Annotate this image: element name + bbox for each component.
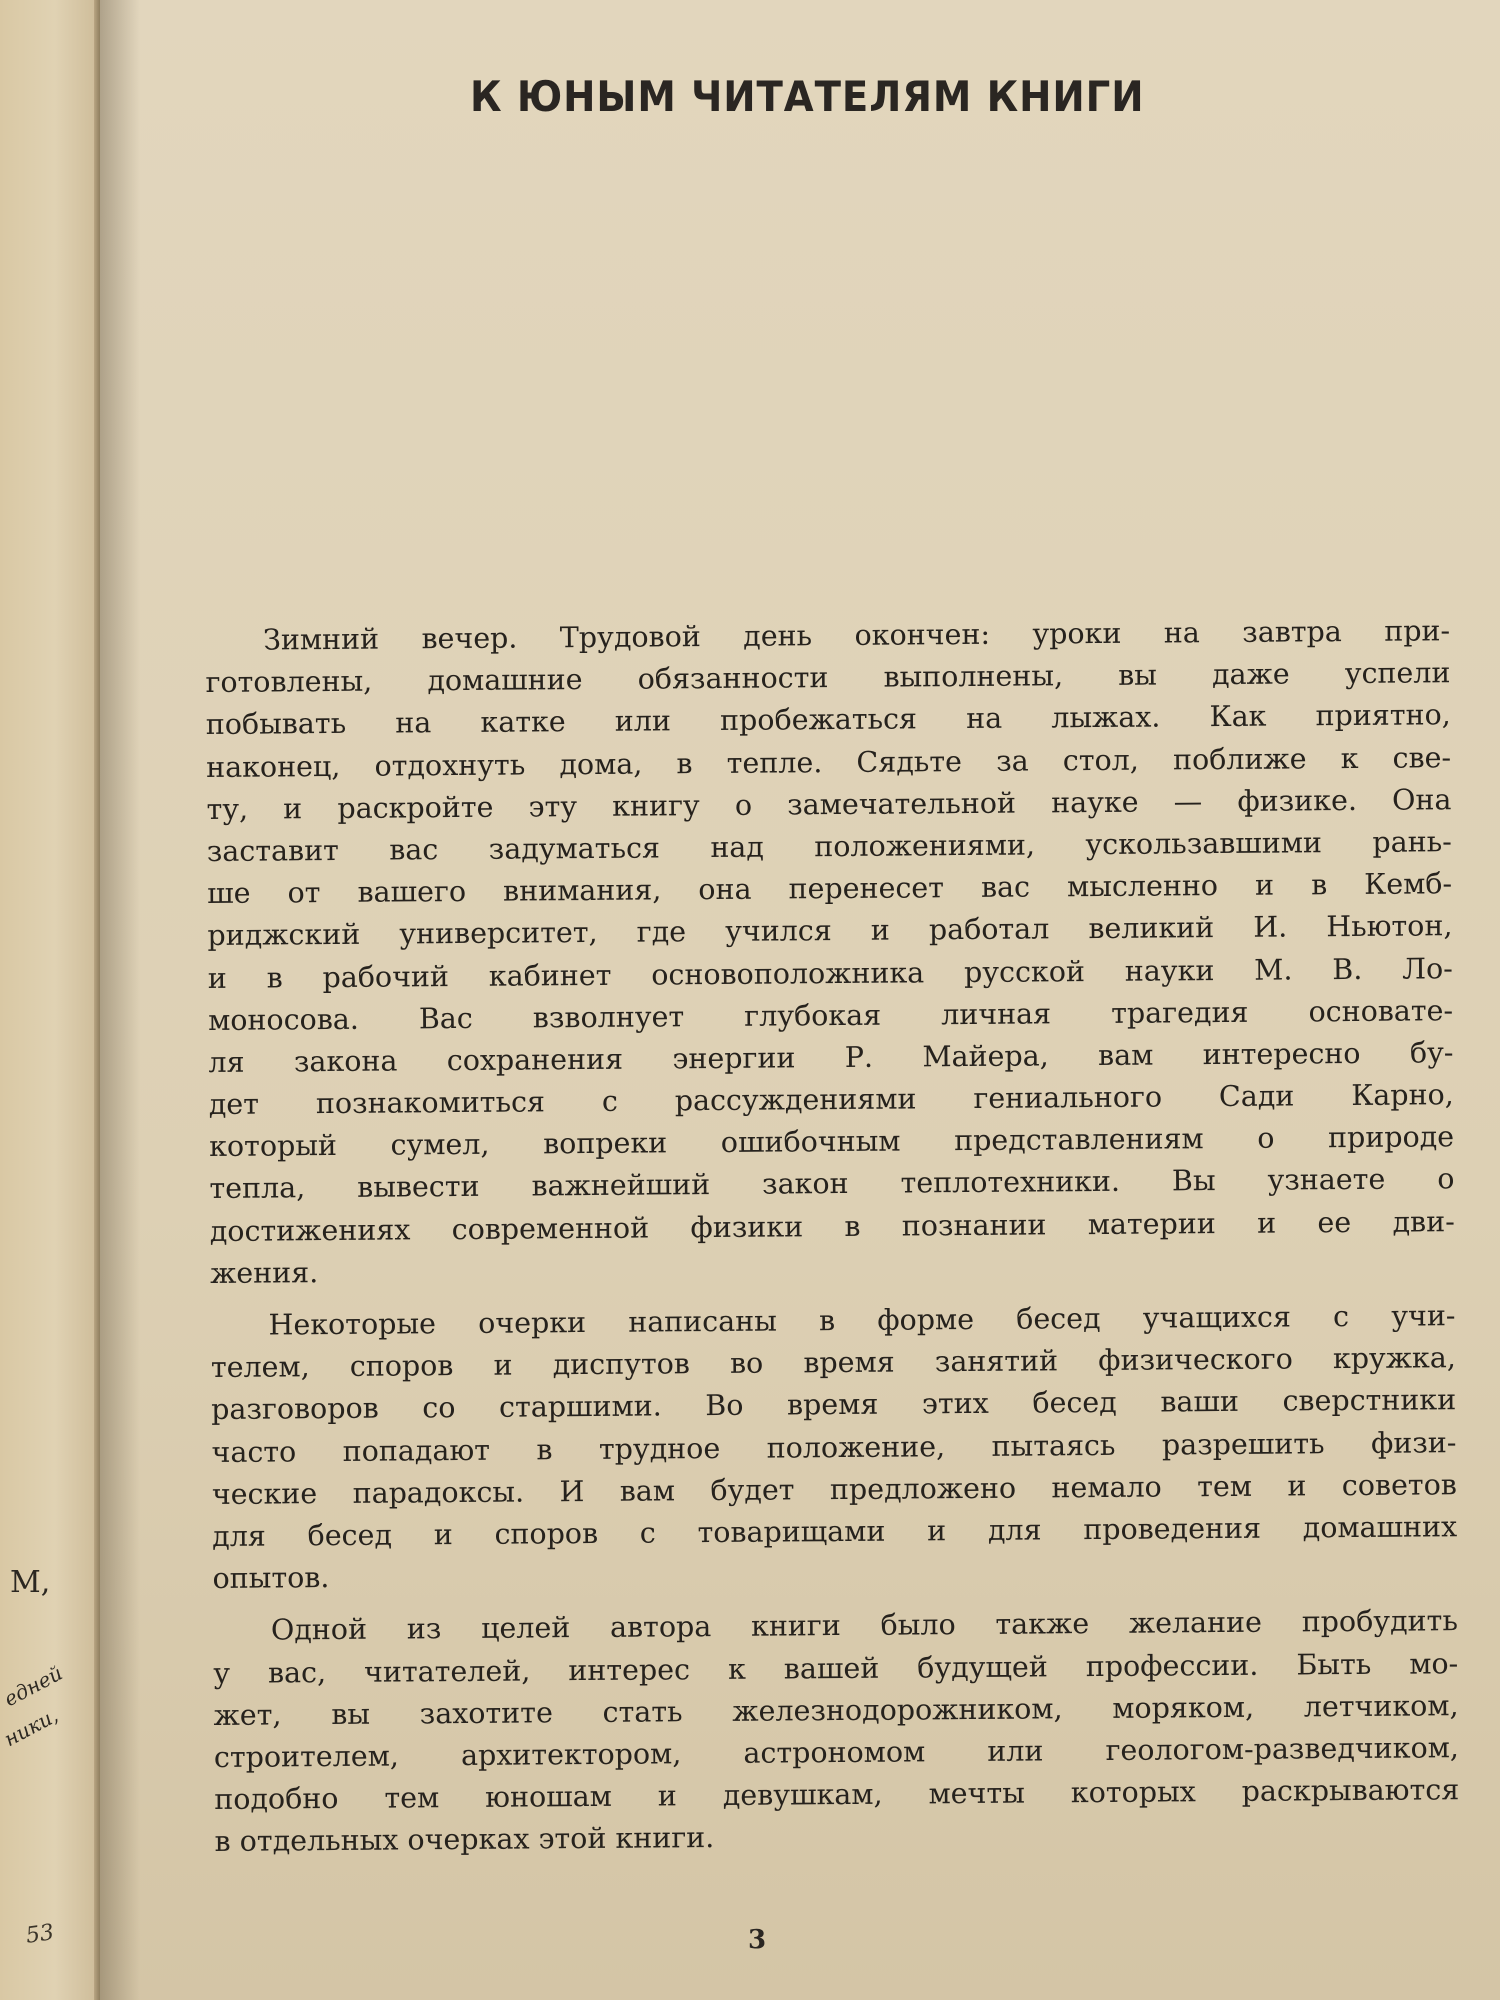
paragraph bbox=[205, 610, 1455, 1295]
text-line: телем, споров и диспутов во время занятий физического кружка, bbox=[210, 1341, 1456, 1385]
text-line: часто попадают в трудное положение, пытаясь разрешить физи- bbox=[211, 1425, 1457, 1469]
book-page bbox=[100, 0, 1500, 2000]
text-line: ля закона сохранения энергии Р. Майера, вам интересно бу- bbox=[208, 1036, 1454, 1079]
previous-page-fragment: ники, bbox=[0, 1703, 62, 1752]
text-line: который сумел, вопреки ошибочным представлениям о природе bbox=[209, 1120, 1455, 1164]
text-line: Некоторые очерки написаны в форме бесед учащихся с учи- bbox=[268, 1299, 1456, 1342]
body-text bbox=[205, 610, 1460, 1863]
previous-page-fragment: едней bbox=[0, 1660, 67, 1712]
previous-page-edge bbox=[0, 0, 100, 2000]
text-line: тепла, вывести важнейший закон теплотехники. Вы узнаете о bbox=[209, 1162, 1455, 1206]
text-line: моносова. Вас взволнует глубокая личная трагедия основате- bbox=[208, 993, 1454, 1037]
previous-page-fragment: М, bbox=[10, 1565, 51, 1600]
text-line: подобно тем юношам и девушкам, мечты которых раскрываются bbox=[214, 1773, 1460, 1817]
text-line: Зимний вечер. Трудовой день окончен: уроки на завтра при- bbox=[263, 614, 1451, 657]
paragraph bbox=[213, 1601, 1460, 1864]
text-line: для бесед и споров с товарищами и для проведения домашних bbox=[212, 1510, 1458, 1553]
text-line: заставит вас задуматься над положениями, ускользавшими рань- bbox=[206, 825, 1452, 868]
text-line: ту, и раскройте эту книгу о замечательной науке — физике. Она bbox=[206, 782, 1452, 826]
text-line: и в рабочий кабинет основоположника русской науки М. В. Ло- bbox=[207, 951, 1453, 995]
text-line: риджский университет, где учился и работал великий И. Ньютон, bbox=[207, 909, 1453, 953]
text-line: готовлены, домашние обязанности выполнены, вы даже успели bbox=[205, 656, 1451, 700]
text-line: жет, вы захотите стать железнодорожником, моряком, летчиком, bbox=[213, 1688, 1459, 1732]
text-line: дет познакомиться с рассуждениями гениального Сади Карно, bbox=[208, 1078, 1454, 1122]
previous-page-number: 53 bbox=[24, 1920, 56, 1949]
text-line: в отдельных очерках этой книги. bbox=[214, 1821, 715, 1859]
page-number: 3 bbox=[748, 1925, 767, 1955]
text-line: Одной из целей автора книги было также желание пробудить bbox=[270, 1604, 1459, 1647]
text-line: разговоров со старшими. Во время этих бесед ваши сверстники bbox=[211, 1383, 1457, 1427]
gutter-shadow bbox=[100, 0, 140, 2000]
text-line: ческие парадоксы. И вам будет предложено немало тем и советов bbox=[211, 1467, 1457, 1511]
text-line: строителем, архитектором, астрономом или геологом-разведчиком, bbox=[213, 1731, 1460, 1774]
text-line: ше от вашего внимания, она перенесет вас мысленно и в Кемб- bbox=[207, 867, 1453, 911]
text-line: у вас, читателей, интерес к вашей будущей профессии. Быть мо- bbox=[213, 1646, 1459, 1690]
text-line: побывать на катке или пробежаться на лыжах. Как приятно, bbox=[205, 698, 1451, 742]
text-line: наконец, отдохнуть дома, в тепле. Сядьте за стол, поближе к све- bbox=[206, 740, 1452, 784]
text-line: жения. bbox=[210, 1255, 319, 1290]
text-line: опытов. bbox=[212, 1561, 330, 1596]
text-line: достижениях современной физики в познании материи и ее дви- bbox=[209, 1204, 1455, 1248]
page-title: К ЮНЫМ ЧИТАТЕЛЯМ КНИГИ bbox=[470, 72, 1145, 121]
paragraph bbox=[210, 1295, 1457, 1600]
